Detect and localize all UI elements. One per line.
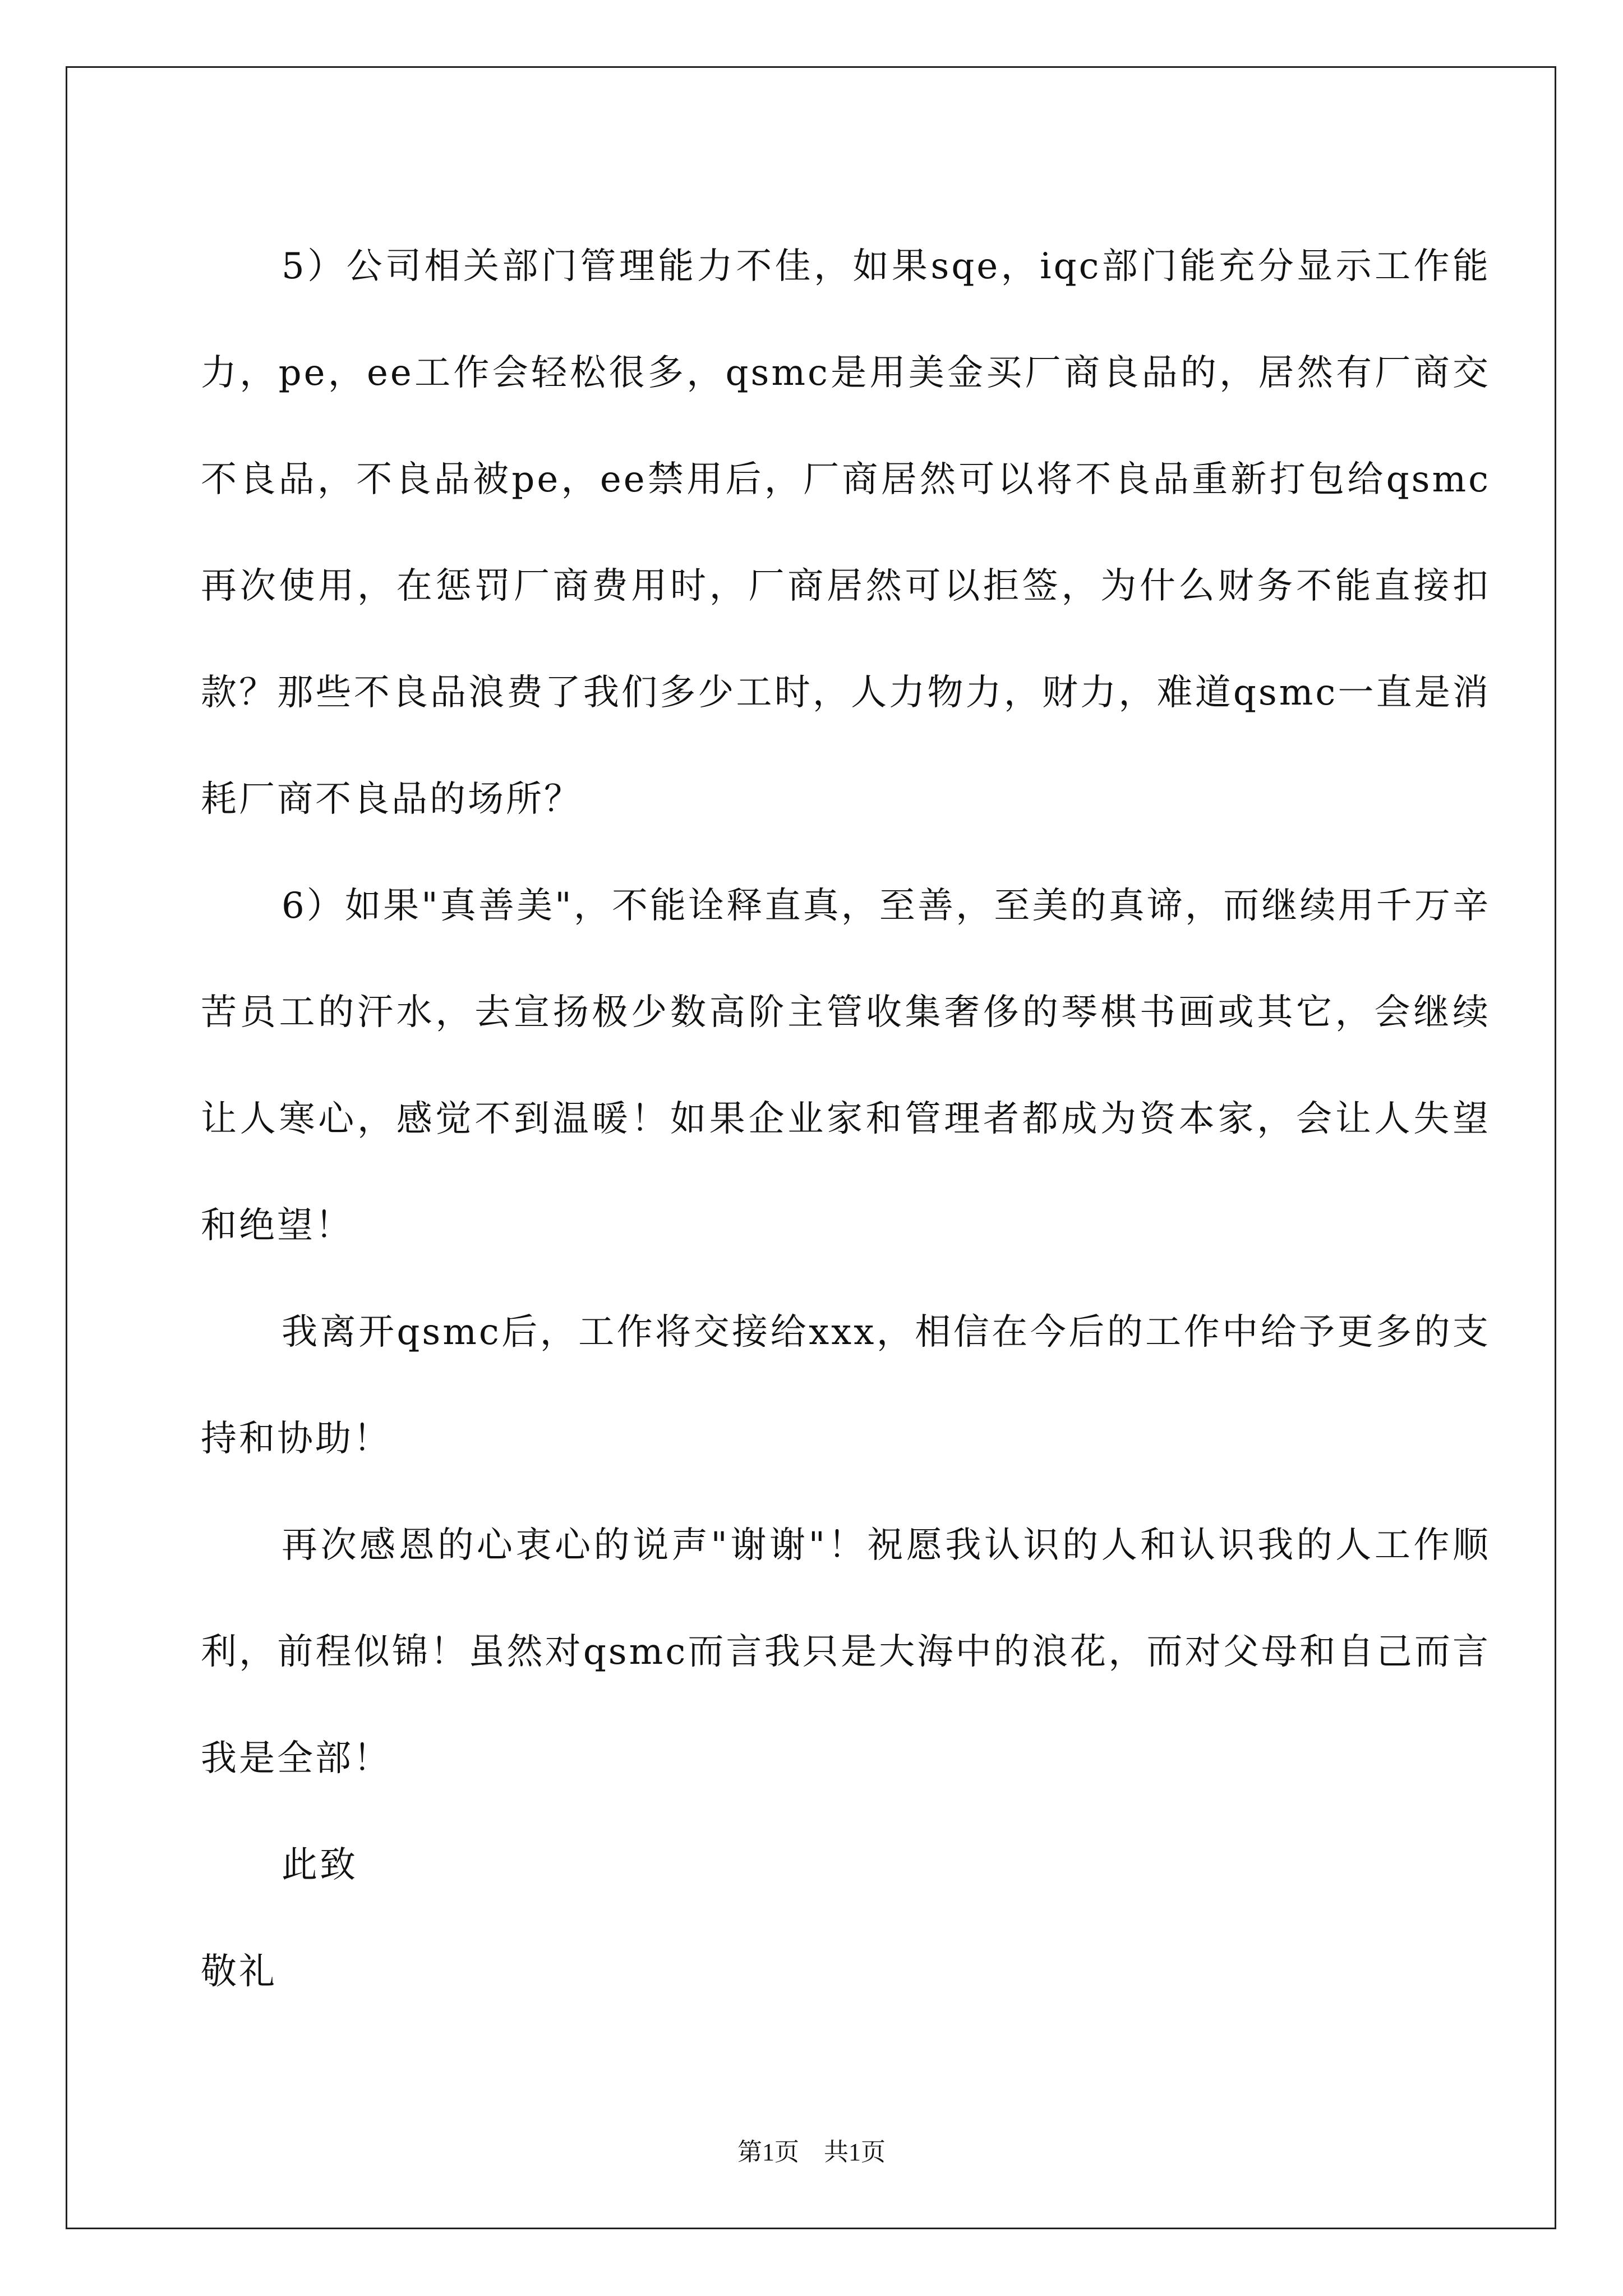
paragraph-thanks: 再次感恩的心衷心的说声"谢谢"！祝愿我认识的人和认识我的人工作顺利，前程似锦！虽然对qsmc而言我只是大海中的浪花，而对父母和自己而言我是全部！ <box>201 1525 1491 1779</box>
paragraph-5: 5）公司相关部门管理能力不佳，如果sqe，iqc部门能充分显示工作能力，pe，ee工作会轻松很多，qsmc是用美金买厂商良品的，居然有厂商交不良品，不良品被pe，ee禁用后，厂商居然可以将不良品重新打包给qsmc再次使用，在惩罚厂商费用时，厂商居然可以拒签，为什么财务不能直接扣款？那些不良品浪费了我们多少工时，人力物力，财力，难道qsmc一直是消耗厂商不良品的场所？ <box>201 246 1491 820</box>
paragraph-6: 6）如果"真善美"，不能诠释直真，至善，至美的真谛，而继续用千万辛苦员工的汗水，去宣扬极少数高阶主管收集奢侈的琴棋书画或其它，会继续让人寒心，感觉不到温暖！如果企业家和管理者都成为资本家，会让人失望和绝望！ <box>201 885 1491 1246</box>
closing-line: 此致 <box>282 1844 358 1886</box>
paragraph-handover: 我离开qsmc后，工作将交接给xxx，相信在今后的工作中给予更多的支持和协助！ <box>201 1312 1491 1460</box>
salutation-line: 敬礼 <box>201 1951 277 1993</box>
page-footer: 第1页 共1页 <box>737 2138 886 2166</box>
document-body <box>201 213 1491 2025</box>
